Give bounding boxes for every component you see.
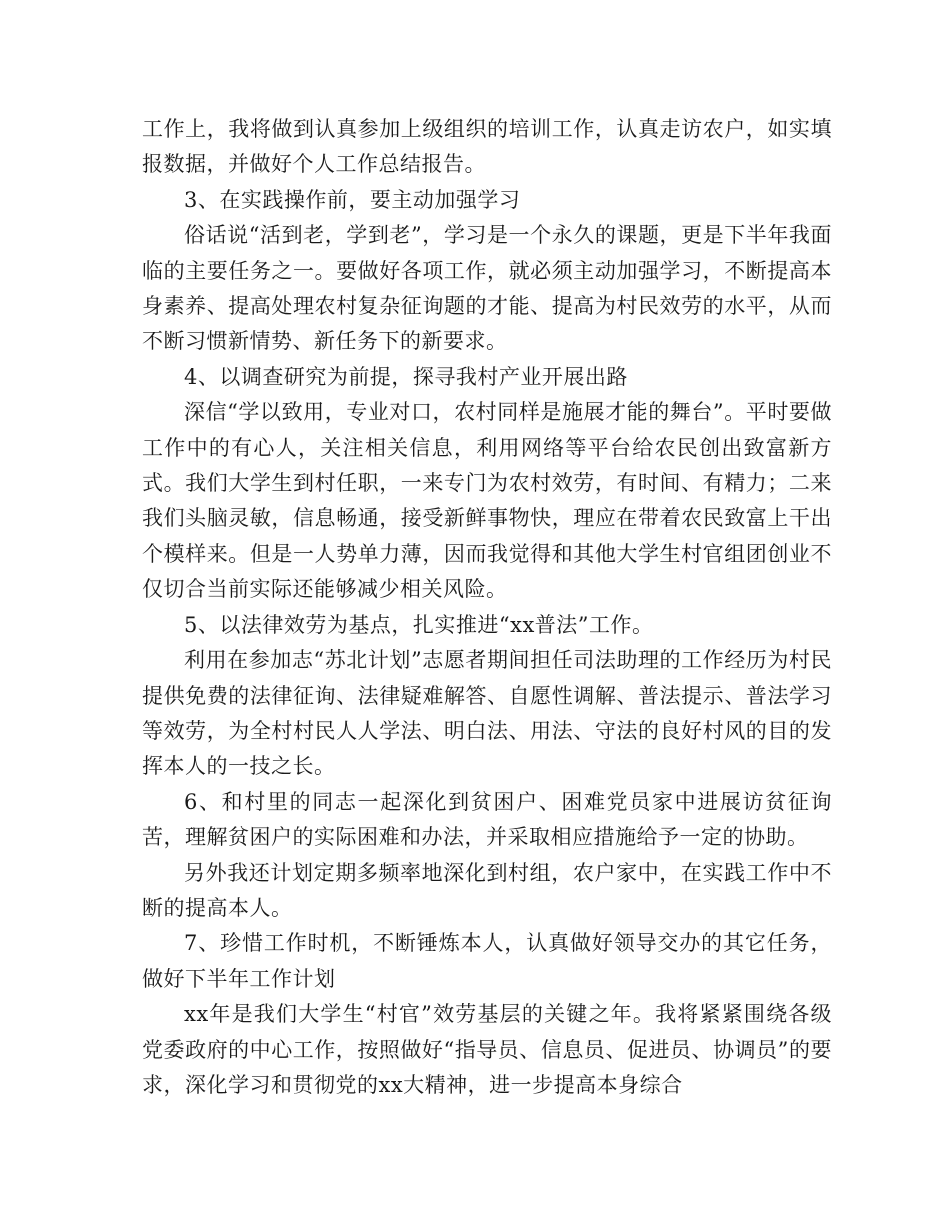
section-heading-3: 3、在实践操作前，要主动加强学习 xyxy=(184,187,521,212)
paragraph-1: 工作上，我将做到认真参加上级组织的培训工作，认真走访农户，如实填报数据，并做好个人工作总结报告。 xyxy=(142,117,832,177)
paragraph-6: xx年是我们大学生“村官”效劳基层的关键之年。我将紧紧围绕各级党委政府的中心工作，按照做好“指导员、信息员、促进员、协调员”的要求，深化学习和贯彻党的xx大精神，进一步提高本身综合 xyxy=(142,1002,832,1097)
section-heading-4: 4、以调查研究为前提，探寻我村产业开展出路 xyxy=(184,364,628,389)
paragraph-5: 另外我还计划定期多频率地深化到村组，农户家中，在实践工作中不断的提高本人。 xyxy=(142,860,832,920)
paragraph-3: 深信“学以致用，专业对口，农村同样是施展才能的舞台”。平时要做工作中的有心人，关注相关信息，利用网络等平台给农民创出致富新方式。我们大学生到村任职，一来专门为农村效劳，有时间、有精力；二来我们头脑灵敏，信息畅通，接受新鲜事物快，理应在带着农民致富上干出个模样来。但是一人势单力薄，因而我觉得和其他大学生村官组团创业不仅切合当前实际还能够减少相关风险。 xyxy=(142,400,832,602)
section-heading-6: 6、和村里的同志一起深化到贫困户、困难党员家中进展访贫征询苦，理解贫困户的实际困难和办法，并采取相应措施给予一定的协助。 xyxy=(142,789,832,850)
paragraph-4: 利用在参加志“苏北计划”志愿者期间担任司法助理的工作经历为村民提供免费的法律征询、法律疑难解答、自愿性调解、普法提示、普法学习等效劳，为全村村民人人学法、明白法、用法、守法的良好村风的目的发挥本人的一技之长。 xyxy=(142,648,832,779)
document-body xyxy=(142,112,832,1103)
section-heading-7: 7、珍惜工作时机，不断锤炼本人，认真做好领导交办的其它任务，做好下半年工作计划 xyxy=(142,931,832,991)
paragraph-2: 俗话说“活到老，学到老”，学习是一个永久的课题，更是下半年我面临的主要任务之一。要做好各项工作，就必须主动加强学习，不断提高本身素养、提高处理农村复杂征询题的才能、提高为村民效劳的水平，从而不断习惯新情势、新任务下的新要求。 xyxy=(142,223,832,354)
section-heading-5: 5、以法律效劳为基点，扎实推进“xx普法”工作。 xyxy=(184,612,654,637)
